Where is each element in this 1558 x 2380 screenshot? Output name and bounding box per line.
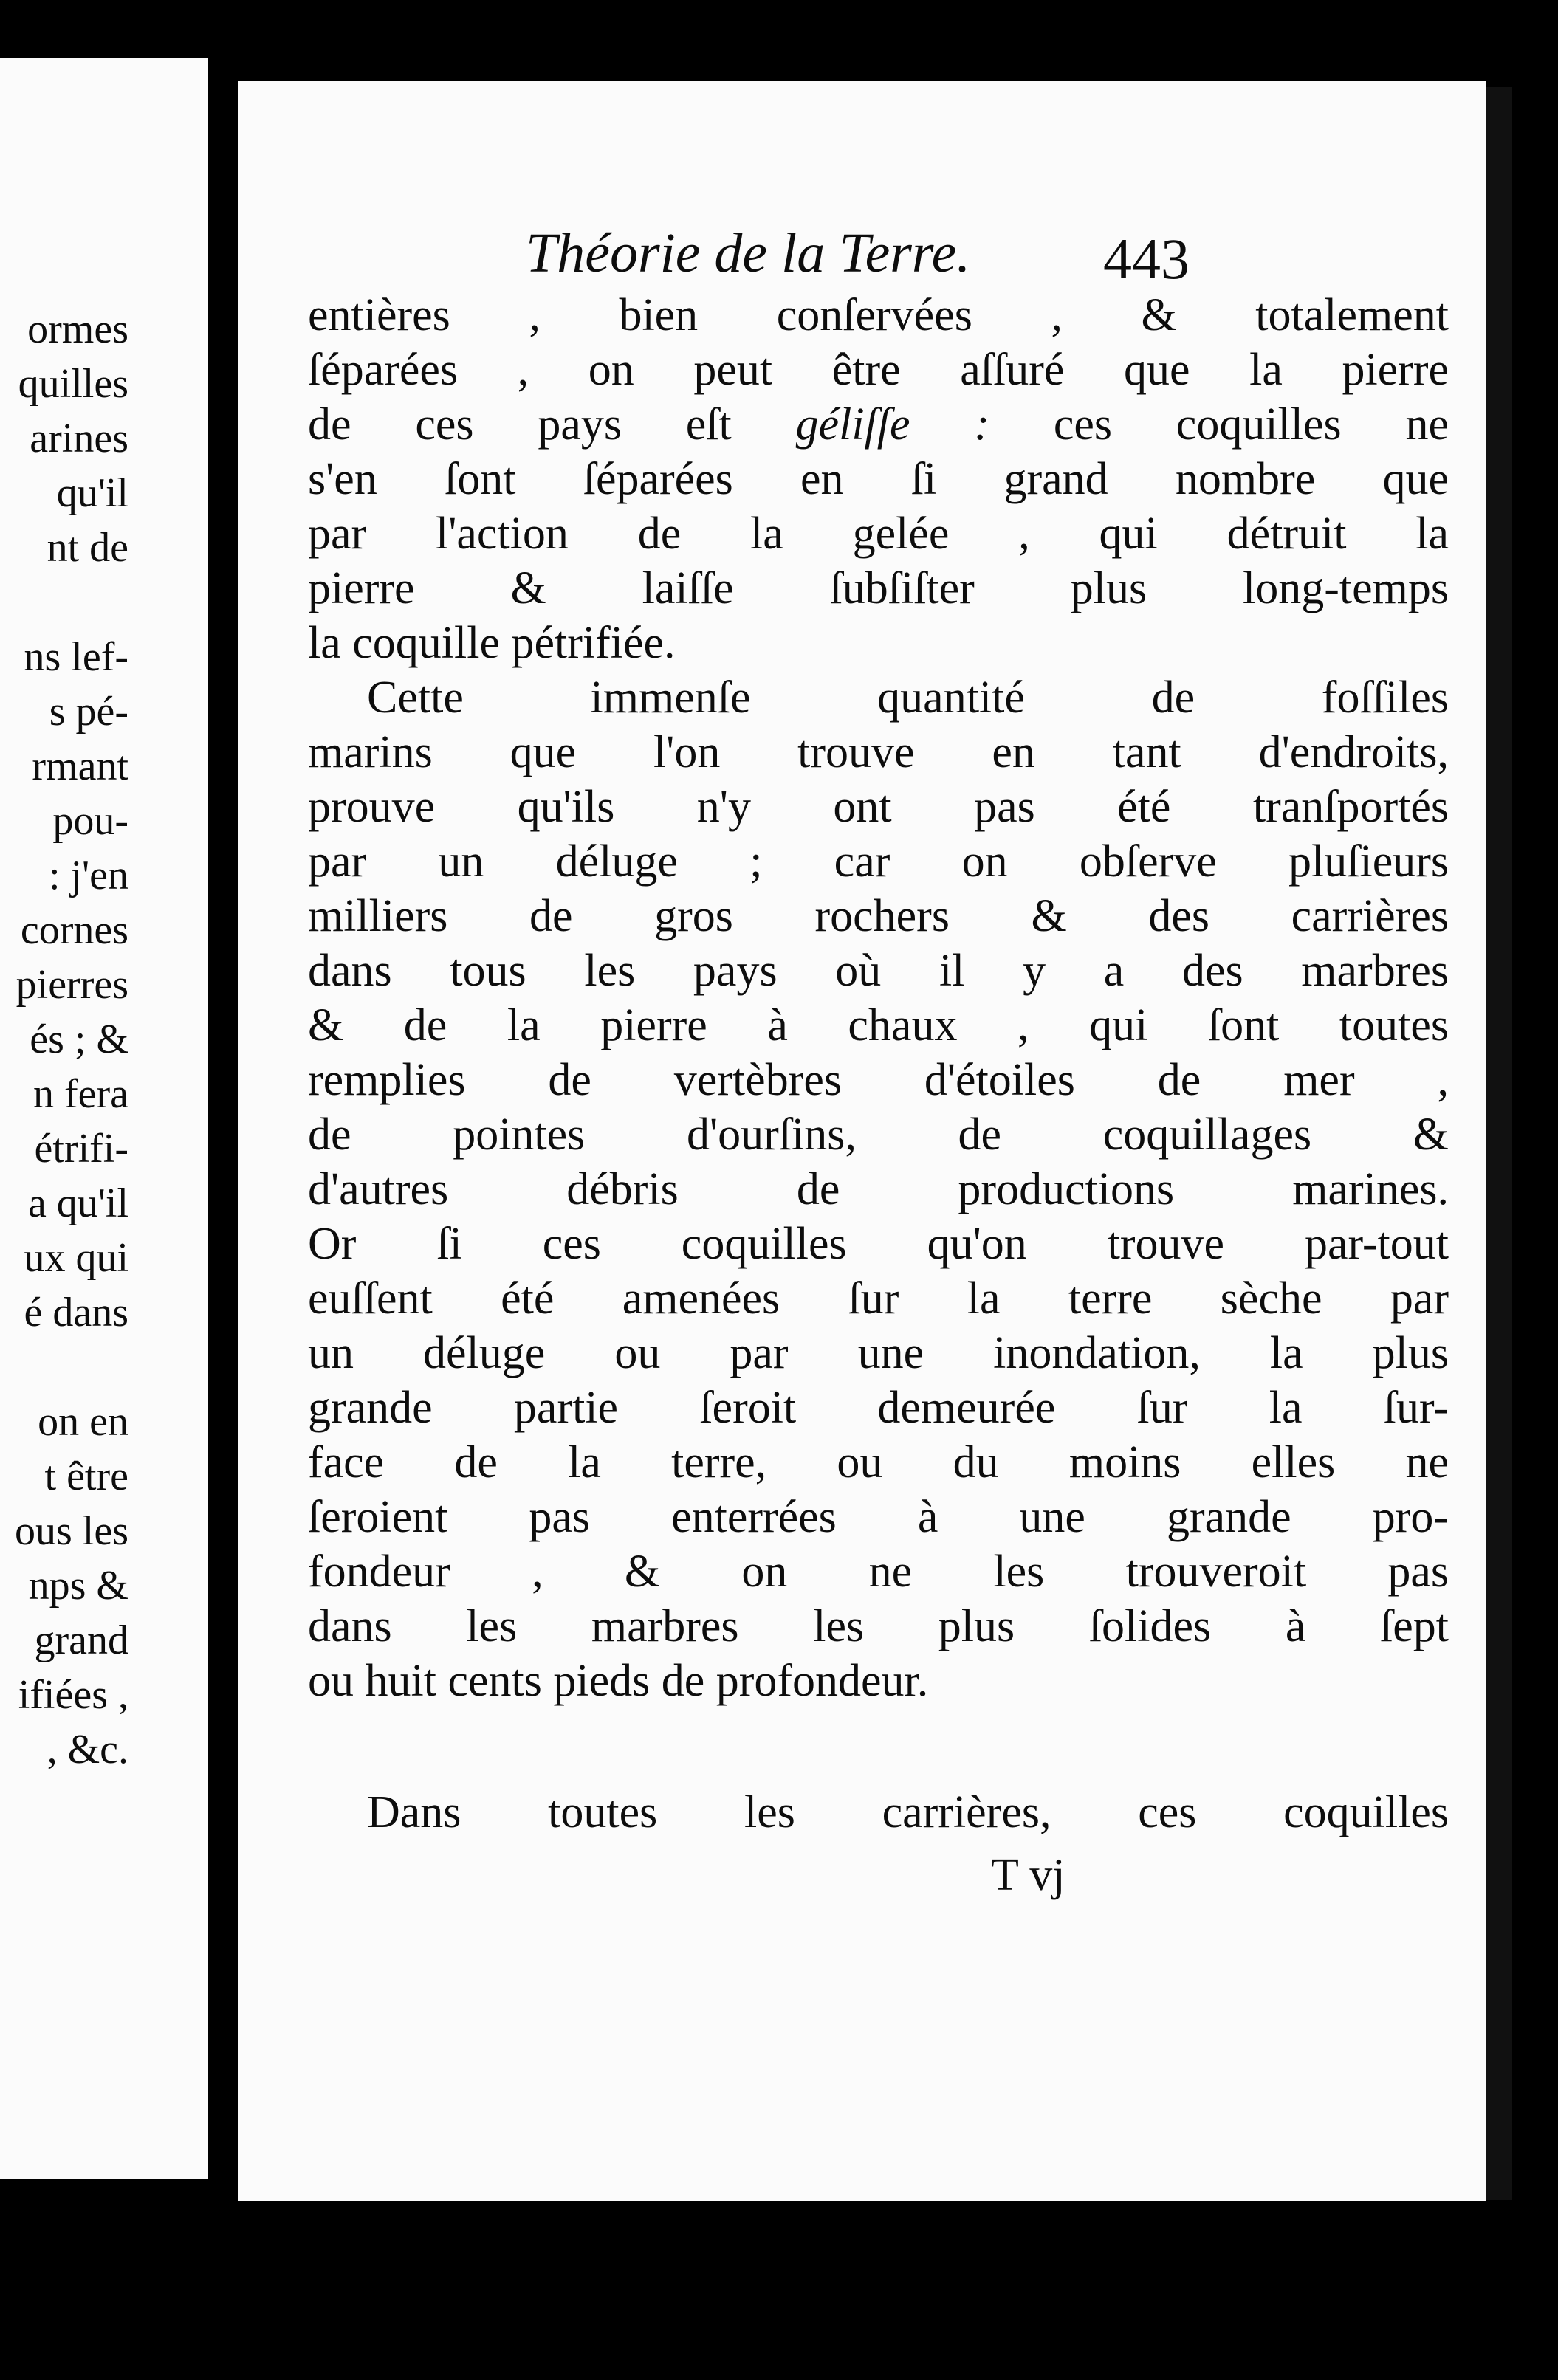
left-line: nt de [47, 525, 128, 571]
text-segment: de ces pays eſt [308, 399, 796, 450]
text-line: entières , bien conſervées , & totalement [308, 290, 1449, 340]
left-line: rmant [32, 743, 128, 789]
text-line: pierre & laiſſe ſubſiſter plus long-temps [308, 563, 1449, 613]
text-line: dans les marbres les plus ſolides à ſept [308, 1601, 1449, 1651]
page-number: 443 [1103, 227, 1190, 291]
right-page [238, 81, 1486, 2201]
left-line: arines [30, 416, 128, 461]
left-line: s pé- [49, 689, 128, 735]
book-gutter [208, 44, 238, 2192]
text-line: prouve qu'ils n'y ont pas été tranſportés [308, 782, 1449, 832]
text-line: la coquille pétrifiée. [308, 618, 676, 668]
text-line: un déluge ou par une inondation, la plus [308, 1328, 1449, 1378]
left-line: n fera [32, 1071, 128, 1117]
text-line: par l'action de la gelée , qui détruit la [308, 509, 1449, 559]
text-line: euſſent été amenées ſur la terre sèche par [308, 1273, 1449, 1324]
left-line: é dans [24, 1290, 128, 1335]
signature-mark: T vj [991, 1850, 1065, 1900]
left-line: étrifi- [34, 1126, 128, 1172]
text-line: ſeroient pas enterrées à une grande pro- [308, 1492, 1449, 1542]
text-line: s'en ſont ſéparées en ſi grand nombre que [308, 454, 1449, 504]
page-header [238, 214, 1486, 291]
left-line: qu'il [56, 470, 128, 516]
text-line: fondeur , & on ne les trouveroit pas [308, 1547, 1449, 1597]
paragraph-start: Dans toutes les carrières, ces coquilles [367, 1787, 1449, 1837]
paragraph-start: Cette immenſe quantité de foſſiles [367, 673, 1449, 723]
text-line: ou huit cents pieds de profondeur. [308, 1656, 929, 1706]
left-line: on en [38, 1399, 128, 1445]
left-line: t être [44, 1454, 128, 1499]
left-line: quilles [18, 361, 128, 407]
text-line: face de la terre, ou du moins elles ne [308, 1437, 1449, 1488]
italic-term: géliſſe : [795, 399, 989, 450]
left-line: és ; & [30, 1017, 128, 1062]
text-line: ſéparées , on peut être aſſuré que la pierre [308, 345, 1449, 395]
left-line: grand [34, 1617, 128, 1663]
left-line: nps & [28, 1563, 128, 1609]
text-line: marins que l'on trouve en tant d'endroits, [308, 727, 1449, 777]
text-line: de pointes d'ourſins, de coquillages & [308, 1110, 1449, 1160]
left-line: ormes [27, 306, 128, 352]
text-line [308, 399, 1449, 450]
text-line: Or ſi ces coquilles qu'on trouve par-tout [308, 1219, 1449, 1269]
text-line: par un déluge ; car on obſerve pluſieurs [308, 836, 1449, 887]
left-line: ous les [15, 1508, 128, 1554]
text-line: grande partie ſeroit demeurée ſur la ſur- [308, 1383, 1449, 1433]
left-line: pou- [52, 798, 128, 844]
left-line: cornes [20, 907, 128, 953]
text-line: dans tous les pays où il y a des marbres [308, 946, 1449, 996]
left-line: : j'en [48, 853, 128, 898]
text-line: & de la pierre à chaux , qui ſont toutes [308, 1000, 1449, 1050]
text-segment: ces coquilles ne [989, 399, 1449, 450]
text-line: d'autres débris de productions marines. [308, 1164, 1449, 1214]
text-line: remplies de vertèbres d'étoiles de mer , [308, 1055, 1449, 1105]
left-line: ns lef- [24, 634, 128, 680]
left-page-fragment [0, 58, 208, 2179]
left-line: ifiées , [18, 1672, 128, 1718]
left-line: ux qui [24, 1235, 128, 1281]
text-line: milliers de gros rochers & des carrières [308, 891, 1449, 941]
left-line: a qu'il [27, 1180, 128, 1226]
left-line: , &c. [47, 1727, 128, 1772]
running-title: Théorie de la Terre. [526, 222, 971, 284]
left-line: pierres [16, 962, 128, 1008]
page-edge [1486, 87, 1512, 2200]
